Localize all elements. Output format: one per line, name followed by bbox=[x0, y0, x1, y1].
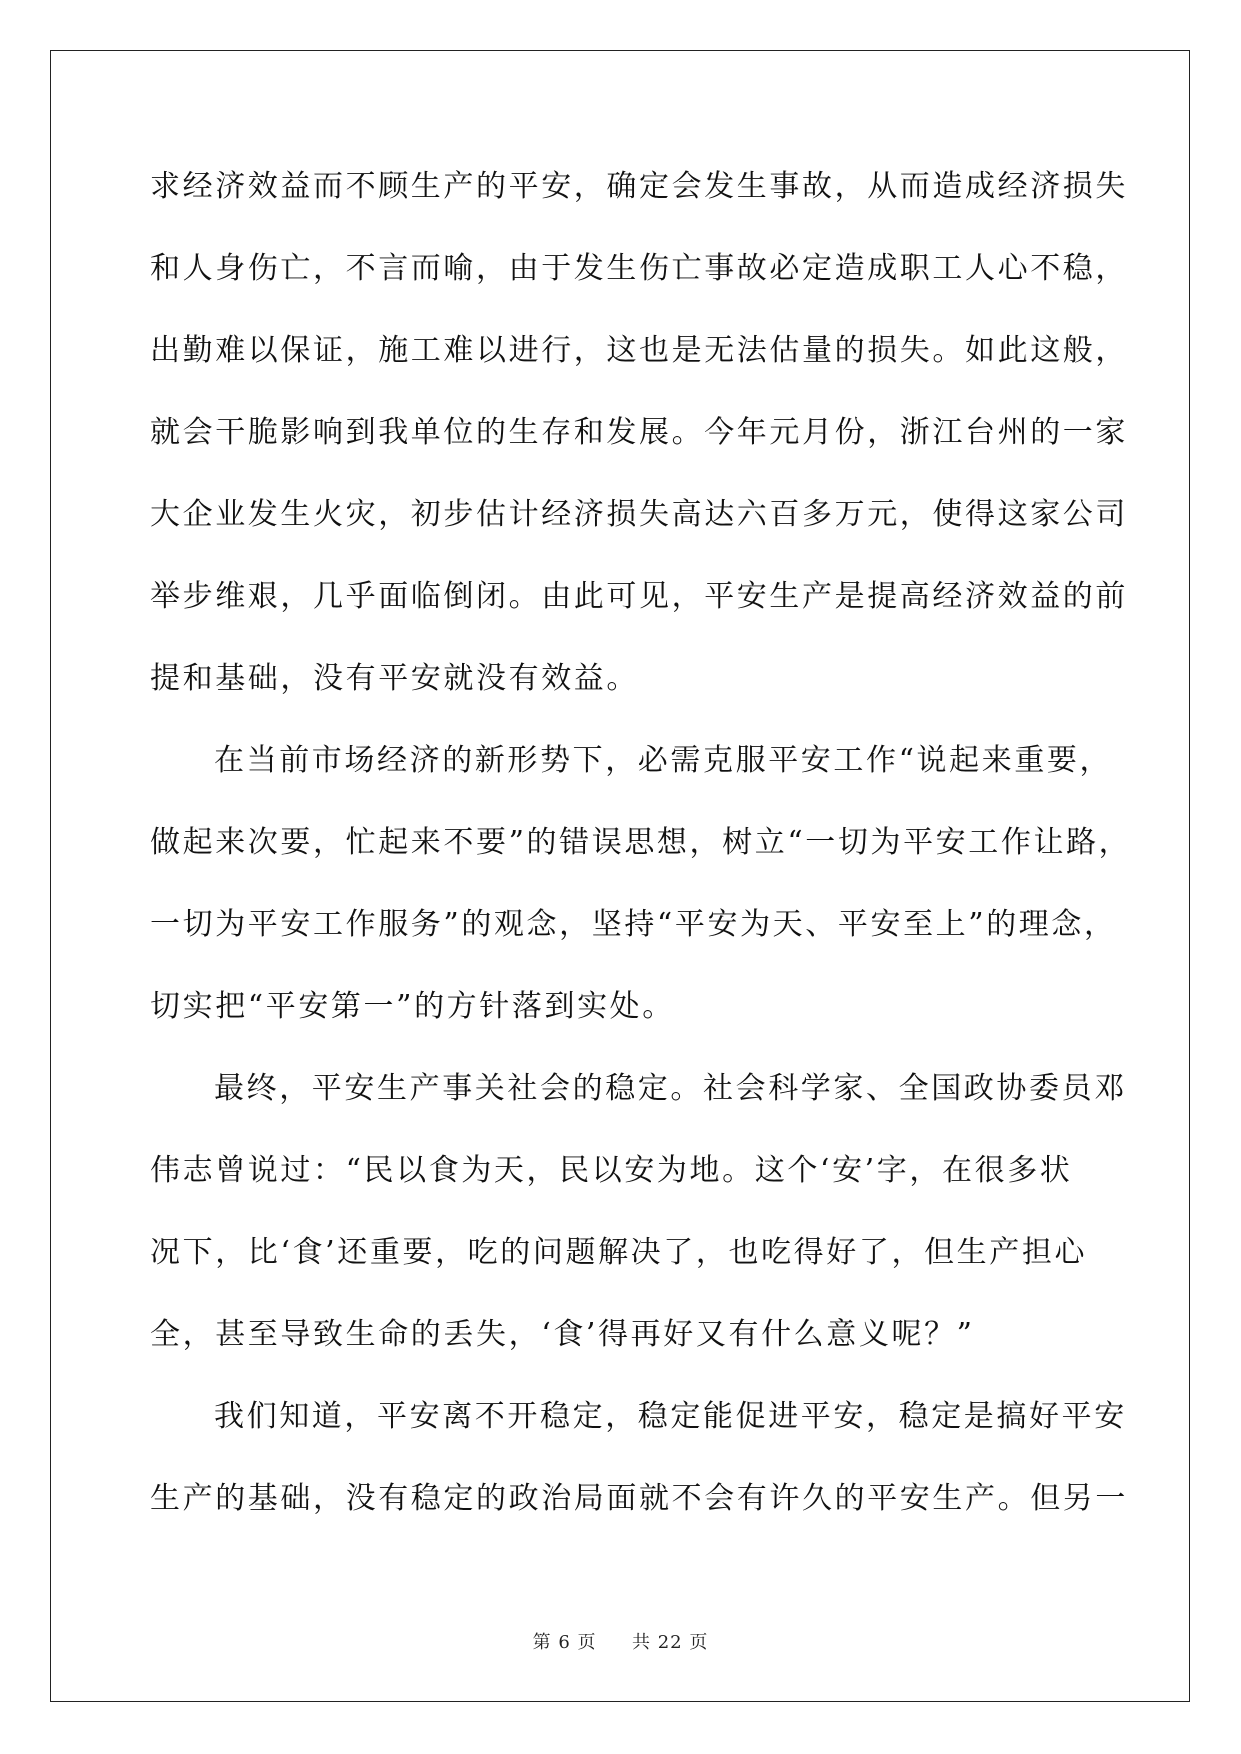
text-line: 出勤难以保证，施工难以进行，这也是无法估量的损失。如此这般， bbox=[150, 333, 1128, 368]
document-body bbox=[150, 160, 1132, 1554]
text-line: 做起来次要，忙起来不要”的错误思想，树立“一切为平安工作让路， bbox=[150, 825, 1132, 860]
text-line: 生产的基础，没有稳定的政治局面就不会有许久的平安生产。但另一 bbox=[150, 1481, 1128, 1516]
text-line: 一切为平安工作服务”的观念，坚持“平安为天、平安至上”的理念， bbox=[150, 907, 1117, 942]
page-total: 共 22 页 bbox=[632, 1632, 709, 1653]
text-line: 全，甚至导致生命的丢失，‘食’得再好又有什么意义呢？” bbox=[150, 1317, 975, 1352]
page-footer bbox=[0, 1628, 1241, 1654]
text-line: 大企业发生火灾，初步估计经济损失高达六百多万元，使得这家公司 bbox=[150, 497, 1128, 532]
text-line: 举步维艰，几乎面临倒闭。由此可见，平安生产是提高经济效益的前 bbox=[150, 579, 1128, 614]
text-line: 求经济效益而不顾生产的平安，确定会发生事故，从而造成经济损失 bbox=[150, 169, 1128, 204]
text-line: 切实把“平安第一”的方针落到实处。 bbox=[150, 989, 675, 1024]
text-line: 况下，比‘食’还重要，吃的问题解决了，也吃得好了，但生产担心 bbox=[150, 1235, 1088, 1270]
page-number: 第 6 页 bbox=[532, 1632, 597, 1653]
text-line: 伟志曾说过：“民以食为天，民以安为地。这个‘安’字，在很多状 bbox=[150, 1153, 1073, 1188]
text-line: 就会干脆影响到我单位的生存和发展。今年元月份，浙江台州的一家 bbox=[150, 415, 1128, 450]
paragraph-first-line: 我们知道，平安离不开稳定，稳定能促进平安，稳定是搞好平安 bbox=[214, 1399, 1127, 1434]
text-line: 和人身伤亡，不言而喻，由于发生伤亡事故必定造成职工人心不稳， bbox=[150, 251, 1128, 286]
paragraph-first-line: 在当前市场经济的新形势下，必需克服平安工作“说起来重要， bbox=[214, 743, 1113, 778]
paragraph-first-line: 最终，平安生产事关社会的稳定。社会科学家、全国政协委员邓 bbox=[214, 1071, 1127, 1106]
text-line: 提和基础，没有平安就没有效益。 bbox=[150, 661, 639, 696]
